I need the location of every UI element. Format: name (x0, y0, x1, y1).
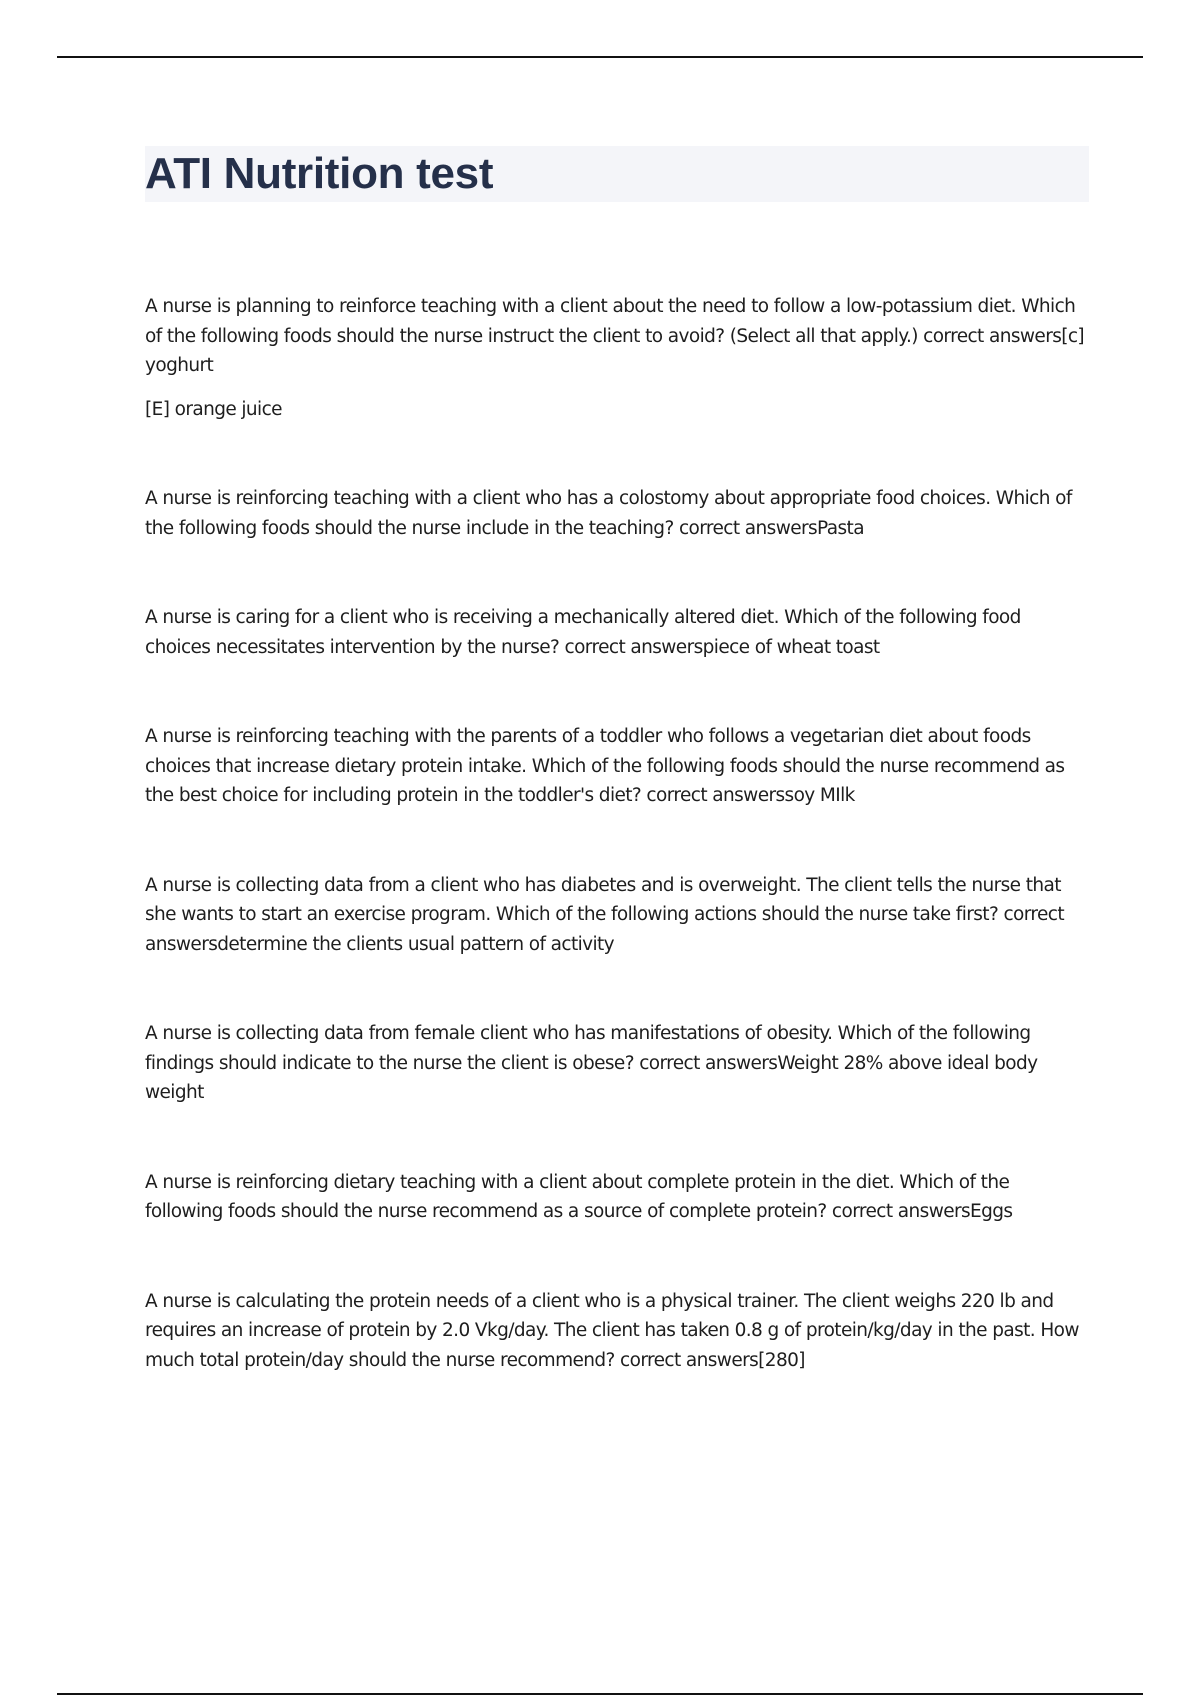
question-text: A nurse is collecting data from a client who has diabetes and is overweight. The client tells the nurse that she wants to start an exercise program. Which of the following actions should the nurse take first? correct answersdetermine the clients usual pattern of activity (145, 874, 1065, 955)
question-item (145, 722, 1089, 811)
page-title: ATI Nutrition test (145, 149, 494, 198)
title-band (145, 146, 1089, 202)
question-item (145, 871, 1089, 960)
question-item (145, 1287, 1089, 1376)
question-item (145, 484, 1089, 543)
question-text: A nurse is reinforcing teaching with a client who has a colostomy about appropriate food choices. Which of the following foods should the nurse include in the teaching? correct answersPasta (145, 488, 1072, 539)
answer-continuation: [E] orange juice (145, 398, 282, 420)
question-item (145, 1019, 1089, 1108)
document-body (145, 146, 1089, 1435)
top-rule (57, 56, 1143, 58)
question-text: A nurse is caring for a client who is receiving a mechanically altered diet. Which of the following food choices necessitates intervention by the nurse? correct answerspiece of wheat toast (145, 607, 1021, 658)
question-text: A nurse is planning to reinforce teaching with a client about the need to follow a low-potassium diet. Which of the following foods should the nurse instruct the client to avoid? (Select all that apply.) correct answers[c] yoghurt (145, 296, 1085, 376)
question-text: A nurse is calculating the protein needs of a client who is a physical trainer. The client weighs 220 lb and requires an increase of protein by 2.0 Vkg/day. The client has taken 0.8 g of protein/kg/day in the past. How much total protein/day should the nurse recommend? correct answers[280] (145, 1290, 1079, 1371)
question-list (145, 292, 1089, 1375)
question-item (145, 1168, 1089, 1227)
question-text: A nurse is reinforcing teaching with the parents of a toddler who follows a vegetarian diet about foods choices that increase dietary protein intake. Which of the following foods should the nurse recommend as the best choice for including protein in the toddler's diet? correct answerssoy MIlk (145, 726, 1065, 806)
bottom-rule (57, 1693, 1143, 1695)
question-item (145, 292, 1089, 424)
question-text: A nurse is collecting data from female client who has manifestations of obesity. Which of the following findings should indicate to the nurse the client is obese? correct answersWeight 28% above ideal body weight (145, 1023, 1038, 1103)
question-item (145, 603, 1089, 662)
question-text: A nurse is reinforcing dietary teaching with a client about complete protein in the diet. Which of the following foods should the nurse recommend as a source of complete protein? correct answersEggs (145, 1171, 1013, 1222)
